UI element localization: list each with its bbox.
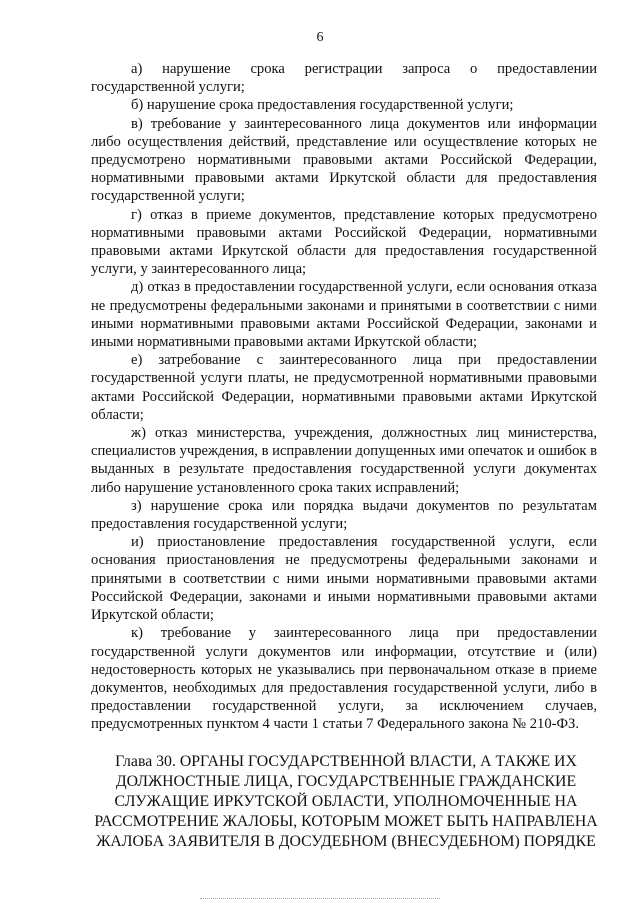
scan-dotted-line	[200, 898, 440, 899]
chapter-heading-line: ЖАЛОБА ЗАЯВИТЕЛЯ В ДОСУДЕБНОМ (ВНЕСУДЕБНОМ) ПОРЯДКЕ	[96, 833, 596, 850]
page-number: 6	[316, 30, 324, 45]
list-item: а) нарушение срока регистрации запроса о предоставлении государственной услуги;	[91, 61, 597, 96]
complaint-grounds-list	[91, 60, 597, 734]
chapter-heading-line: Глава 30. ОРГАНЫ ГОСУДАРСТВЕННОЙ ВЛАСТИ, А ТАКЖЕ ИХ	[115, 753, 577, 770]
list-item: ж) отказ министерства, учреждения, должностных лиц министерства, специалистов учреждения, в исправлении допущенных ими опечаток и ошибок в выданных в результате предоставления государственной услуги документах либо нарушение установленного срока таких исправлений;	[91, 425, 598, 496]
list-item: д) отказ в предоставлении государственной услуги, если основания отказа не предусмотрены федеральными законами и принятыми в соответствии с ними иными нормативными правовыми актами Российской Федерации, законами и иными нормативными правовыми актами Иркутской области;	[91, 279, 597, 351]
chapter-heading	[70, 752, 622, 852]
list-item: в) требование у заинтересованного лица документов или информации либо осуществления действий, представление или осуществление которых не предусмотрено нормативными правовыми актами Российской Федерации, нормативными правовыми актами Иркутской области для предоставления государственной услуги;	[91, 115, 597, 205]
chapter-heading-line: РАССМОТРЕНИЕ ЖАЛОБЫ, КОТОРЫМ МОЖЕТ БЫТЬ НАПРАВЛЕНА	[94, 813, 598, 830]
chapter-heading-line: СЛУЖАЩИЕ ИРКУТСКОЙ ОБЛАСТИ, УПОЛНОМОЧЕННЫЕ НА	[114, 793, 578, 810]
chapter-heading-line: ДОЛЖНОСТНЫЕ ЛИЦА, ГОСУДАРСТВЕННЫЕ ГРАЖДАНСКИЕ	[115, 773, 577, 790]
list-item: к) требование у заинтересованного лица при предоставлении государственной услуги документов или информации, отсутствие и (или) недостоверность которых не указывались при первоначальном отказе в приеме документов, необходимых для предоставления государственной услуги, либо в предоставлении государственной услуги, за исключением случаев, предусмотренных пунктом 4 части 1 статьи 7 Федерального закона № 210-ФЗ.	[91, 625, 597, 733]
list-item: б) нарушение срока предоставления государственной услуги;	[131, 97, 514, 114]
list-item: и) приостановление предоставления государственной услуги, если основания приостановления не предусмотрены федеральными законами и принятыми в соответствии с ними иными нормативными правовыми актами Российской Федерации, законами и иными нормативными правовыми актами Иркутской области;	[91, 534, 597, 624]
list-item: е) затребование с заинтересованного лица при предоставлении государственной услуги платы, не предусмотренной нормативными правовыми актами Российской Федерации, нормативными правовыми актами Иркутской области;	[91, 352, 597, 423]
list-item: г) отказ в приеме документов, представление которых предусмотрено нормативными правовыми актами Российской Федерации, нормативными правовыми актами Иркутской области для предоставления государственной услуги, у заинтересованного лица;	[91, 206, 597, 278]
list-item: з) нарушение срока или порядка выдачи документов по результатам предоставления государственной услуги;	[91, 497, 597, 533]
